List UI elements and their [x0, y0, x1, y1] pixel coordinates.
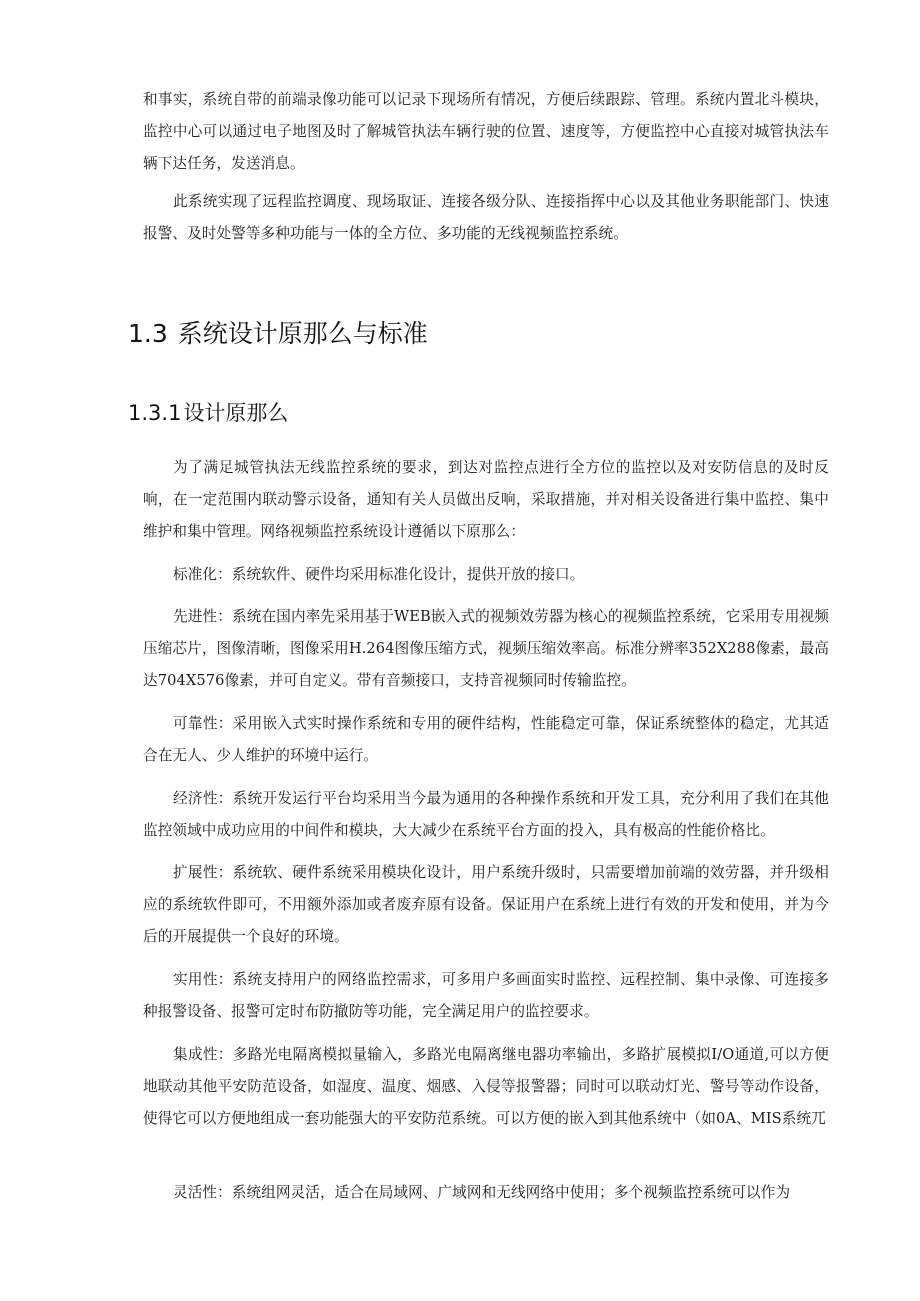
subsection-number: 1.3.1	[128, 401, 182, 425]
body-paragraph-economy: 经济性：系统开发运行平台均采用当今最为通用的各种操作系统和开发工具，充分利用了我们在其他监控领域中成功应用的中间件和模块，大大减少在系统平台方面的投入，具有极高的性能价格比。	[143, 790, 829, 839]
body-paragraph-scalability: 扩展性：系统软、硬件系统采用模块化设计，用户系统升级时，只需要增加前端的效劳器，并升级相应的系统软件即可，不用额外添加或者废弃原有设备。保证用户在系统上进行有效的开发和使用，并为今后的开展提供一个良好的环境。	[143, 864, 829, 945]
body-paragraph-reliability: 可靠性：采用嵌入式实时操作系统和专用的硬件结构，性能稳定可靠，保证系统整体的稳定，尤其适合在无人、少人维护的环境中运行。	[143, 715, 829, 764]
intro-paragraph-2: 此系统实现了远程监控调度、现场取证、连接各级分队、连接指挥中心以及其他业务职能部门、快速报警、及时处警等多种功能与一体的全方位、多功能的无线视频监控系统。	[143, 193, 829, 242]
subsection-title: 设计原那么	[183, 401, 289, 425]
section-heading	[128, 317, 428, 351]
body-paragraph-integration: 集成性：多路光电隔离模拟量输入，多路光电隔离继电器功率输出，多路扩展模拟I/O通道,可以方便地联动其他平安防范设备，如湿度、温度、烟感、入侵等报警器；同时可以联动灯光、警号等动作设备，使得它可以方便地组成一套功能强大的平安防范系统。可以方便的嵌入到其他系统中（如0A、MIS系统兀	[143, 1046, 829, 1127]
body-paragraph-advanced: 先进性：系统在国内率先采用基于WEB嵌入式的视频效劳器为核心的视频监控系统，它采用专用视频压缩芯片，图像清晰，图像采用H.264图像压缩方式，视频压缩效率高。标准分辨率352X288像素，最高达704X576像素，并可自定义。带有音频接口，支持音视频同时传输监控。	[143, 608, 829, 689]
intro-paragraph-1: 和事实，系统自带的前端录像功能可以记录下现场所有情况，方便后续跟踪、管理。系统内置北斗模块，监控中心可以通过电子地图及时了解城管执法车辆行驶的位置、速度等，方便监控中心直接对城管执法车辆下达任务，发送消息。	[143, 91, 829, 172]
section-number: 1.3	[128, 319, 168, 348]
subsection-heading	[128, 398, 288, 428]
body-paragraph-design-goals: 为了满足城管执法无线监控系统的要求，到达对监控点进行全方位的监控以及对安防信息的及时反响，在一定范围内联动警示设备，通知有关人员做出反响，采取措施，并对相关设备进行集中监控、集中维护和集中管理。网络视频监控系统设计遵循以下原那么：	[143, 459, 829, 540]
body-paragraph-standardization: 标准化：系统软件、硬件均采用标准化设计，提供开放的接口。	[173, 566, 585, 583]
section-title: 系统设计原那么与标准	[177, 319, 428, 348]
body-paragraph-practicality: 实用性：系统支持用户的网络监控需求，可多用户多画面实时监控、远程控制、集中录像、可连接多种报警设备、报警可定时布防撤防等功能，完全满足用户的监控要求。	[143, 971, 829, 1020]
body-paragraph-flexibility: 灵活性：系统组网灵活，适合在局域网、广域网和无线网络中使用；多个视频监控系统可以作为	[173, 1184, 791, 1201]
